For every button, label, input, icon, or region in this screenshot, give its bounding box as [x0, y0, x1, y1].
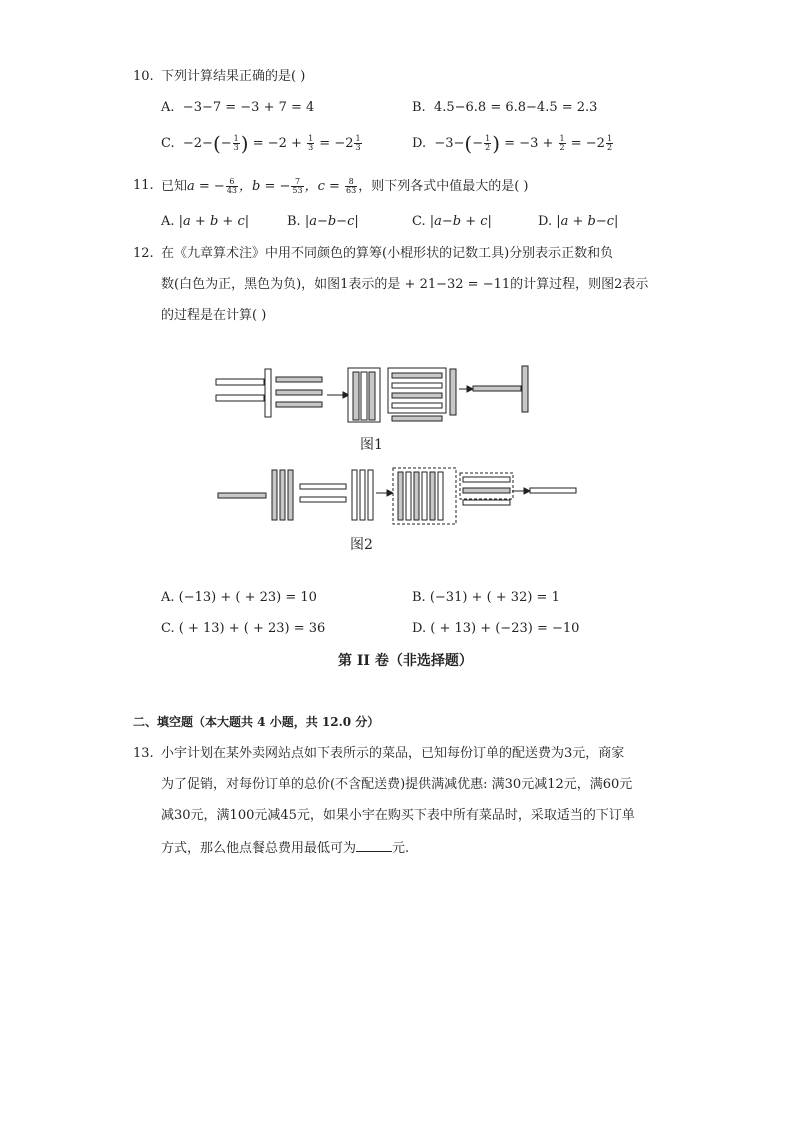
paren-close: ) [492, 131, 501, 156]
rod-white [422, 472, 427, 520]
rod-black [218, 493, 266, 498]
rod-black [272, 470, 277, 520]
section-heading: 二、填空题（本大题共 4 小题，共 12.0 分） [133, 715, 380, 729]
fraction: $\frac{1}{2}$ [485, 134, 491, 152]
rod-black [473, 386, 521, 391]
fraction: $\frac{1}{3}$ [233, 134, 239, 152]
arrow-head [387, 490, 393, 496]
q12-line1: 在《九章算术注》中用不同颜色的算筹(小棍形状的记数工具)分别表示正数和负 [161, 246, 614, 261]
option-letter: C. [161, 136, 175, 151]
option-letter: A. [161, 100, 175, 115]
option-text: |a−b + c| [429, 214, 492, 229]
option-letter: A. [161, 214, 175, 229]
option-letter: D. [412, 621, 427, 636]
rod-black [392, 373, 442, 378]
figure-1 [210, 364, 540, 424]
rod-black [522, 366, 528, 412]
q12-option-a [161, 590, 317, 606]
rod-white [530, 488, 576, 493]
option-text: 4.5−6.8 = 6.8−4.5 = 2.3 [433, 100, 598, 115]
rod-white [361, 372, 367, 420]
q10-option-c [161, 131, 363, 156]
fraction: $\frac{6}{43}$ [226, 177, 238, 195]
answer-blank[interactable] [356, 839, 392, 852]
rod-white [360, 470, 365, 520]
rod-white [265, 369, 271, 417]
rod-white [216, 379, 264, 385]
q10-number: 10. [133, 69, 154, 84]
option-letter: A. [161, 590, 175, 605]
rod-white [300, 497, 346, 502]
q10-option-d [412, 131, 614, 156]
fraction: $\frac{8}{63}$ [346, 177, 357, 195]
q12-line3: 的过程是在计算( ) [161, 308, 267, 323]
q12-number: 12. [133, 246, 154, 261]
option-letter: B. [412, 100, 426, 115]
rod-black [276, 390, 322, 395]
fraction: $\frac{7}{53}$ [292, 177, 303, 195]
option-letter: D. [412, 136, 427, 151]
figure-2 [210, 466, 580, 526]
rod-white [438, 472, 443, 520]
q13-line4 [161, 839, 409, 857]
option-letter: D. [538, 214, 553, 229]
expr-part: = −2 [315, 136, 354, 151]
rod-black [353, 372, 359, 420]
q11-number: 11. [133, 178, 154, 193]
rod-black [392, 393, 442, 398]
rod-black [288, 470, 293, 520]
option-text: −3−7 = −3 + 7 = 4 [182, 100, 315, 115]
option-text: (−13) + ( + 23) = 10 [178, 590, 317, 605]
option-text: |a + b−c| [556, 214, 619, 229]
arrow-head [524, 488, 530, 494]
fraction: $\frac{1}{3}$ [308, 134, 314, 152]
q11-option-a [161, 214, 249, 230]
rod-white [368, 470, 373, 520]
option-letter: B. [412, 590, 426, 605]
rod-white [463, 477, 510, 482]
option-text: ( + 13) + ( + 23) = 36 [178, 621, 326, 636]
q11-stem [161, 178, 529, 195]
rod-black [450, 369, 456, 415]
expr-part: = −2 [566, 136, 605, 151]
rod-black [414, 472, 419, 520]
rod-black [463, 488, 510, 493]
fraction: $\frac{1}{2}$ [559, 134, 565, 152]
fraction: $\frac{1}{3}$ [355, 134, 361, 152]
paren-open: ( [464, 131, 473, 156]
section-title: 第 II 卷（非选择题） [338, 653, 473, 669]
rod-white [300, 484, 346, 489]
q10-option-b [412, 100, 597, 116]
q12-option-c [161, 621, 325, 637]
stem-part: ，b = − [239, 179, 291, 194]
q10-option-a [161, 100, 314, 116]
q13-line4-text: 方式，那么他点餐总费用最低可为 [161, 841, 357, 856]
rod-black [430, 472, 435, 520]
q12-option-b [412, 590, 560, 606]
stem-part: a = − [187, 179, 225, 194]
paren-open: ( [212, 131, 221, 156]
paren-close: ) [240, 131, 249, 156]
expr-part: −2− [182, 136, 213, 151]
q12-line2: 数(白色为正，黑色为负)，如图1表示的是 + 21−32 = −11的计算过程，则图2表示 [161, 277, 649, 292]
rod-black [276, 377, 322, 382]
rod-white [216, 395, 264, 401]
expr-part: = −3 + [500, 136, 558, 151]
expr-part: = −2 + [248, 136, 307, 151]
q13-line1: 小宇计划在某外卖网站点如下表所示的菜品，已知每份订单的配送费为3元，商家 [161, 746, 625, 761]
rod-black [369, 372, 375, 420]
expr-part: −3− [434, 136, 465, 151]
stem-part: ，则下列各式中值最大的是( ) [358, 179, 529, 194]
rod-black [398, 472, 403, 520]
stem-part: ，c = [304, 179, 345, 194]
expr-part: − [472, 136, 484, 151]
option-text: |a−b−c| [304, 214, 359, 229]
rod-black [392, 416, 442, 421]
q13-line3: 减30元，满100元减45元，如果小宇在购买下表中所有菜品时，采取适当的下订单 [161, 808, 635, 823]
q13-number: 13. [133, 746, 154, 761]
rod-white [463, 500, 510, 505]
q12-option-d [412, 621, 579, 637]
expr-part: − [220, 136, 232, 151]
figure-1-caption: 图1 [360, 437, 383, 453]
q13-line2: 为了促销，对每份订单的总价(不含配送费)提供满减优惠: 满30元减12元，满60元 [161, 777, 633, 792]
fraction: $\frac{1}{2}$ [606, 134, 613, 152]
option-text: ( + 13) + (−23) = −10 [430, 621, 580, 636]
rod-white [352, 470, 357, 520]
q11-option-c [412, 214, 492, 230]
option-letter: B. [287, 214, 301, 229]
option-text: (−31) + ( + 32) = 1 [429, 590, 560, 605]
q10-stem: 下列计算结果正确的是( ) [161, 69, 306, 84]
option-letter: C. [161, 621, 175, 636]
rod-black [280, 470, 285, 520]
q11-option-b [287, 214, 359, 230]
q13-line4-unit: 元. [392, 841, 410, 856]
option-text: |a + b + c| [178, 214, 250, 229]
stem-part: 已知 [161, 179, 188, 194]
figure-2-caption: 图2 [350, 537, 373, 553]
rod-white [392, 403, 442, 408]
rod-black [276, 402, 322, 407]
option-letter: C. [412, 214, 426, 229]
rod-white [406, 472, 411, 520]
rod-white [392, 383, 442, 388]
arrow-head [467, 386, 473, 392]
q11-option-d [538, 214, 618, 230]
